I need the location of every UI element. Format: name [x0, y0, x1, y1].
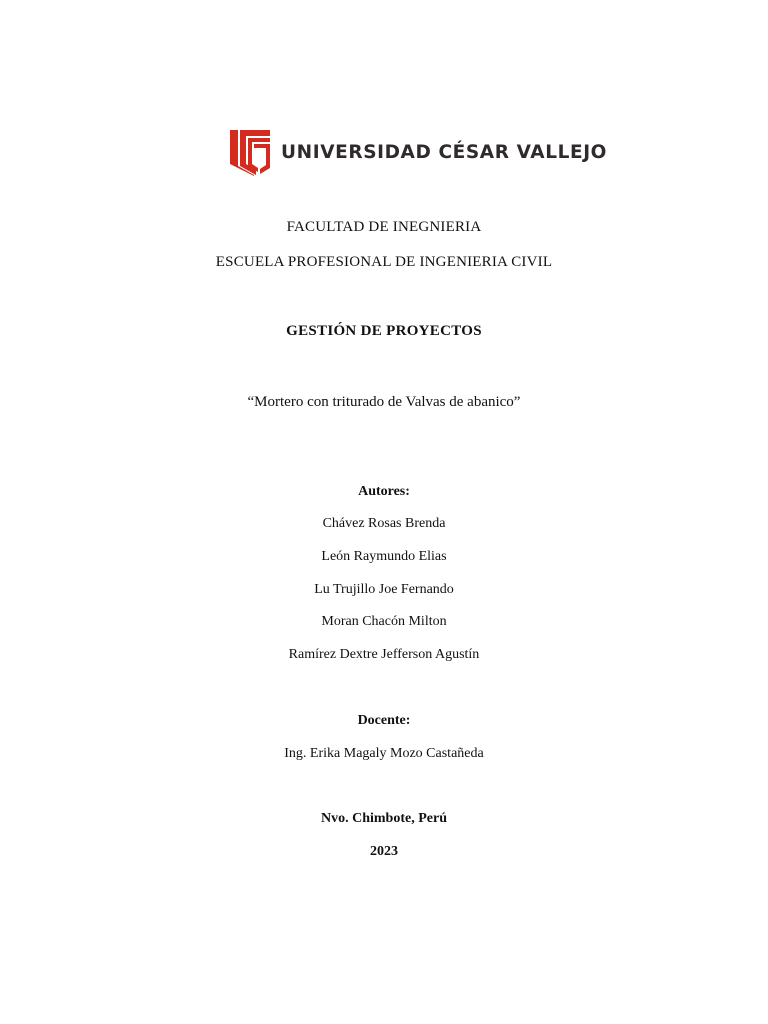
authors-label: Autores: [358, 484, 410, 499]
teacher-name: Ing. Erika Magaly Mozo Castañeda [284, 746, 484, 761]
ucv-shield-icon [228, 128, 272, 176]
faculty-name: FACULTAD DE INEGNIERIA [286, 219, 482, 235]
school-name: ESCUELA PROFESIONAL DE INGENIERIA CIVIL [215, 254, 553, 270]
project-title: “Mortero con triturado de Valvas de abanico” [247, 394, 521, 410]
author-name: Ramírez Dextre Jefferson Agustín [288, 647, 480, 662]
location: Nvo. Chimbote, Perú [321, 811, 447, 826]
author-name: León Raymundo Elias [321, 549, 447, 564]
author-name: Moran Chacón Milton [321, 614, 447, 629]
university-logo [228, 128, 608, 176]
teacher-label: Docente: [357, 713, 411, 728]
year: 2023 [370, 844, 398, 859]
author-name: Chávez Rosas Brenda [322, 516, 446, 531]
university-name: UNIVERSIDAD CÉSAR VALLEJO [281, 141, 608, 163]
author-name: Lu Trujillo Joe Fernando [314, 582, 454, 597]
course-title: GESTIÓN DE PROYECTOS [286, 323, 482, 339]
